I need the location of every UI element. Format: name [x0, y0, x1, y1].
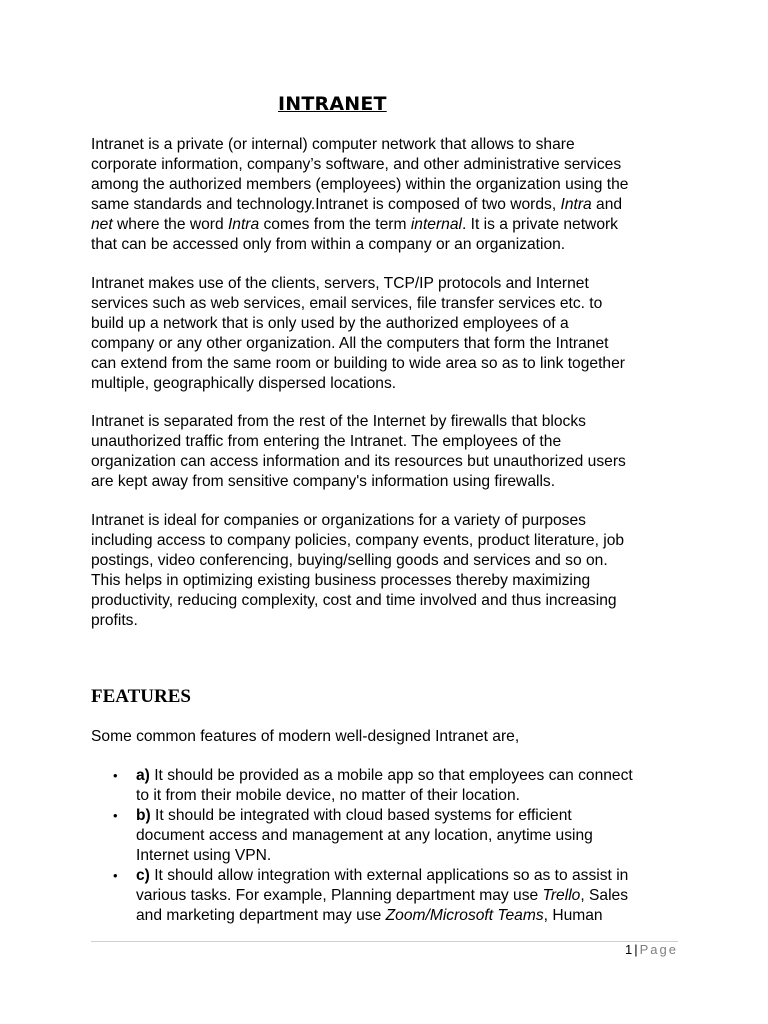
text-line: postings, video conferencing, buying/selling goods and services and so on.: [91, 551, 608, 569]
text-line: same standards and technology.Intranet is composed of two words, Intra and: [91, 195, 623, 213]
text-line: that can be accessed only from within a company or an organization.: [91, 235, 566, 253]
paragraph-firewalls: [91, 412, 691, 492]
footer-divider: [91, 941, 678, 942]
text-line: are kept away from sensitive company's information using firewalls.: [91, 472, 556, 490]
text-line: unauthorized traffic from entering the Intranet. The employees of the: [91, 432, 562, 450]
text-line: This helps in optimizing existing business processes thereby maximizing: [91, 571, 591, 589]
text-line: company or any other organization. All the computers that form the Intranet: [91, 334, 609, 352]
text-line: organization can access information and its resources but unauthorized users: [91, 452, 626, 470]
features-heading: FEATURES: [91, 686, 191, 707]
features-intro: Some common features of modern well-designed Intranet are,: [91, 728, 520, 745]
document-title: INTRANET: [278, 93, 387, 115]
bullet-icon: •: [113, 868, 118, 883]
text-line: Intranet makes use of the clients, servers, TCP/IP protocols and Internet: [91, 275, 589, 292]
text-line: among the authorized members (employees) within the organization using the: [91, 175, 629, 193]
page-number: 1: [625, 942, 633, 957]
text-line: profits.: [91, 611, 138, 629]
page-label: Page: [639, 942, 678, 957]
item-label: a): [136, 767, 150, 784]
features-list: [91, 766, 711, 926]
text-line: Intranet is separated from the rest of the Internet by firewalls that blocks: [91, 413, 586, 430]
bullet-icon: •: [113, 768, 118, 783]
item-label: b): [136, 807, 151, 824]
text-line: corporate information, company’s software, and other administrative services: [91, 155, 622, 173]
list-item: • b) It should be integrated with cloud based systems for efficient document access and management at any location, anytime using Internet using VPN.: [113, 807, 593, 864]
footer-separator: |: [634, 942, 638, 957]
text-line: multiple, geographically dispersed locations.: [91, 374, 397, 392]
text-line: build up a network that is only used by the authorized employees of a: [91, 314, 569, 332]
paragraph-components: [91, 274, 691, 393]
page-footer: [625, 942, 678, 957]
list-item: • a) It should be provided as a mobile app so that employees can connect to it from their mobile device, no matter of their location.: [113, 767, 633, 804]
text-line: including access to company policies, company events, product literature, job: [91, 531, 625, 549]
text-line: Intranet is a private (or internal) computer network that allows to share: [91, 136, 575, 153]
list-item: • c) It should allow integration with external applications so as to assist in various tasks. For example, Planning department may use Trello, Sales and marketing department may use Zoom/Microsoft Teams, Human: [113, 867, 629, 924]
text-line: productivity, reducing complexity, cost and time involved and thus increasing: [91, 591, 617, 609]
item-label: c): [136, 867, 150, 884]
text-line: Intranet is ideal for companies or organizations for a variety of purposes: [91, 512, 586, 529]
text-line: services such as web services, email services, file transfer services etc. to: [91, 294, 603, 312]
paragraph-purposes: [91, 511, 691, 630]
bullet-icon: •: [113, 808, 118, 823]
text-line: can extend from the same room or building to wide area so as to link together: [91, 354, 625, 372]
text-line: net where the word Intra comes from the term internal. It is a private network: [91, 215, 618, 233]
paragraph-definition: [91, 135, 691, 254]
